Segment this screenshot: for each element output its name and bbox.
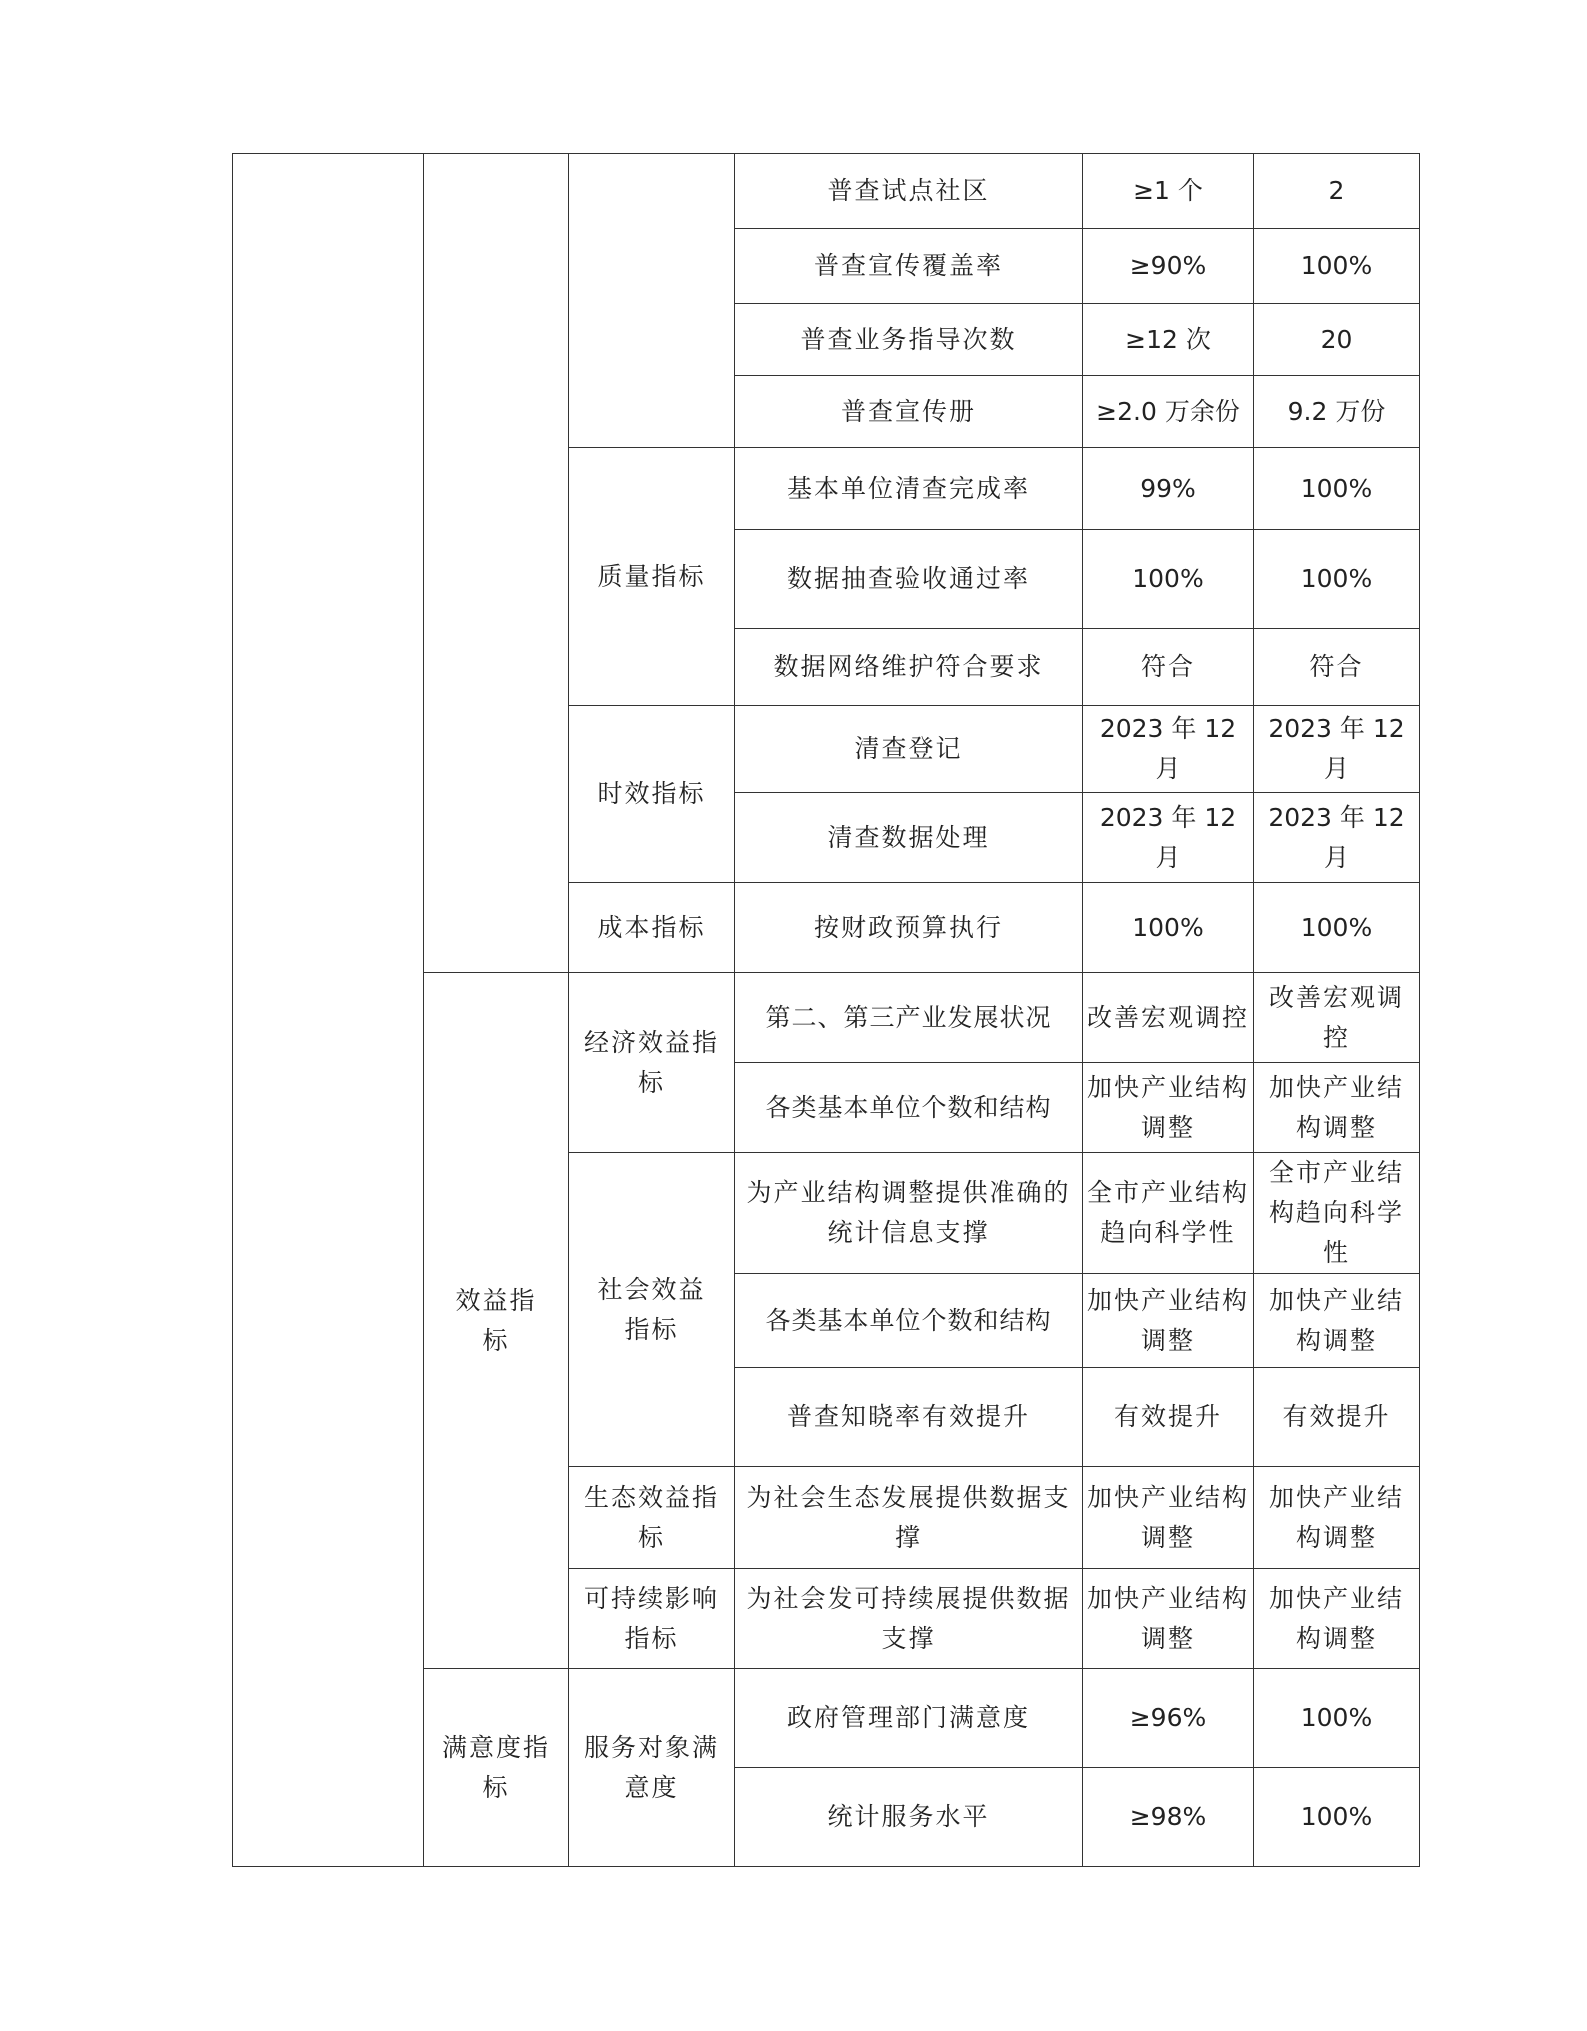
actual-value-cell: 100% xyxy=(1254,448,1420,530)
performance-indicator-table xyxy=(232,153,1420,1867)
actual-value-cell: 全市产业结构趋向科学性 xyxy=(1254,1153,1420,1274)
actual-value-cell: 100% xyxy=(1254,883,1420,973)
actual-value-cell: 2023 年 12 月 xyxy=(1254,793,1420,883)
target-value-cell: ≥96% xyxy=(1083,1669,1254,1768)
target-value-cell: 99% xyxy=(1083,448,1254,530)
target-value-cell: 2023 年 12 月 xyxy=(1083,793,1254,883)
level2-cell-empty xyxy=(424,154,569,973)
ecological-benefit-cell: 生态效益指标 xyxy=(569,1467,735,1569)
indicator-cell: 各类基本单位个数和结构 xyxy=(735,1063,1083,1153)
actual-value-cell: 100% xyxy=(1254,1768,1420,1867)
target-value-cell: 有效提升 xyxy=(1083,1368,1254,1467)
actual-value-cell: 改善宏观调控 xyxy=(1254,973,1420,1063)
indicator-cell: 普查宣传覆盖率 xyxy=(735,229,1083,304)
indicator-cell: 政府管理部门满意度 xyxy=(735,1669,1083,1768)
actual-value-cell: 100% xyxy=(1254,1669,1420,1768)
economic-benefit-cell: 经济效益指标 xyxy=(569,973,735,1153)
target-value-cell: 符合 xyxy=(1083,629,1254,706)
indicator-cell: 第二、第三产业发展状况 xyxy=(735,973,1083,1063)
indicator-cell: 为产业结构调整提供准确的统计信息支撑 xyxy=(735,1153,1083,1274)
actual-value-cell: 2023 年 12 月 xyxy=(1254,706,1420,793)
sustainable-impact-cell: 可持续影响指标 xyxy=(569,1569,735,1669)
target-value-cell: ≥98% xyxy=(1083,1768,1254,1867)
indicator-cell: 各类基本单位个数和结构 xyxy=(735,1274,1083,1368)
indicator-cell: 为社会发可持续展提供数据支撑 xyxy=(735,1569,1083,1669)
actual-value-cell: 符合 xyxy=(1254,629,1420,706)
target-value-cell: 100% xyxy=(1083,530,1254,629)
indicator-cell: 基本单位清查完成率 xyxy=(735,448,1083,530)
target-value-cell: ≥90% xyxy=(1083,229,1254,304)
indicator-cell: 按财政预算执行 xyxy=(735,883,1083,973)
target-value-cell: ≥2.0 万余份 xyxy=(1083,376,1254,448)
indicator-cell: 清查登记 xyxy=(735,706,1083,793)
indicator-cell: 清查数据处理 xyxy=(735,793,1083,883)
target-value-cell: 全市产业结构趋向科学性 xyxy=(1083,1153,1254,1274)
actual-value-cell: 2 xyxy=(1254,154,1420,229)
indicator-cell: 普查宣传册 xyxy=(735,376,1083,448)
indicator-cell: 为社会生态发展提供数据支撑 xyxy=(735,1467,1083,1569)
indicator-cell: 数据网络维护符合要求 xyxy=(735,629,1083,706)
target-value-cell: 加快产业结构调整 xyxy=(1083,1467,1254,1569)
target-value-cell: 加快产业结构调整 xyxy=(1083,1274,1254,1368)
indicator-cell: 数据抽查验收通过率 xyxy=(735,530,1083,629)
level1-cell-empty xyxy=(233,154,424,1867)
actual-value-cell: 20 xyxy=(1254,304,1420,376)
indicator-cell: 普查试点社区 xyxy=(735,154,1083,229)
actual-value-cell: 加快产业结构调整 xyxy=(1254,1063,1420,1153)
indicator-cell: 统计服务水平 xyxy=(735,1768,1083,1867)
actual-value-cell: 9.2 万份 xyxy=(1254,376,1420,448)
actual-value-cell: 100% xyxy=(1254,229,1420,304)
target-value-cell: 加快产业结构调整 xyxy=(1083,1063,1254,1153)
actual-value-cell: 加快产业结构调整 xyxy=(1254,1274,1420,1368)
indicator-cell: 普查业务指导次数 xyxy=(735,304,1083,376)
timeliness-indicator-cell: 时效指标 xyxy=(569,706,735,883)
quality-indicator-cell: 质量指标 xyxy=(569,448,735,706)
target-value-cell: 100% xyxy=(1083,883,1254,973)
actual-value-cell: 100% xyxy=(1254,530,1420,629)
actual-value-cell: 有效提升 xyxy=(1254,1368,1420,1467)
actual-value-cell: 加快产业结构调整 xyxy=(1254,1569,1420,1669)
benefit-indicator-cell: 效益指标 xyxy=(424,973,569,1669)
indicator-cell: 普查知晓率有效提升 xyxy=(735,1368,1083,1467)
target-value-cell: ≥1 个 xyxy=(1083,154,1254,229)
service-object-satisfaction-cell: 服务对象满意度 xyxy=(569,1669,735,1867)
actual-value-cell: 加快产业结构调整 xyxy=(1254,1467,1420,1569)
satisfaction-indicator-cell: 满意度指标 xyxy=(424,1669,569,1867)
target-value-cell: 改善宏观调控 xyxy=(1083,973,1254,1063)
target-value-cell: ≥12 次 xyxy=(1083,304,1254,376)
target-value-cell: 加快产业结构调整 xyxy=(1083,1569,1254,1669)
table-row xyxy=(233,154,1420,229)
social-benefit-cell: 社会效益指标 xyxy=(569,1153,735,1467)
cost-indicator-cell: 成本指标 xyxy=(569,883,735,973)
target-value-cell: 2023 年 12 月 xyxy=(1083,706,1254,793)
level3-cell-empty xyxy=(569,154,735,448)
